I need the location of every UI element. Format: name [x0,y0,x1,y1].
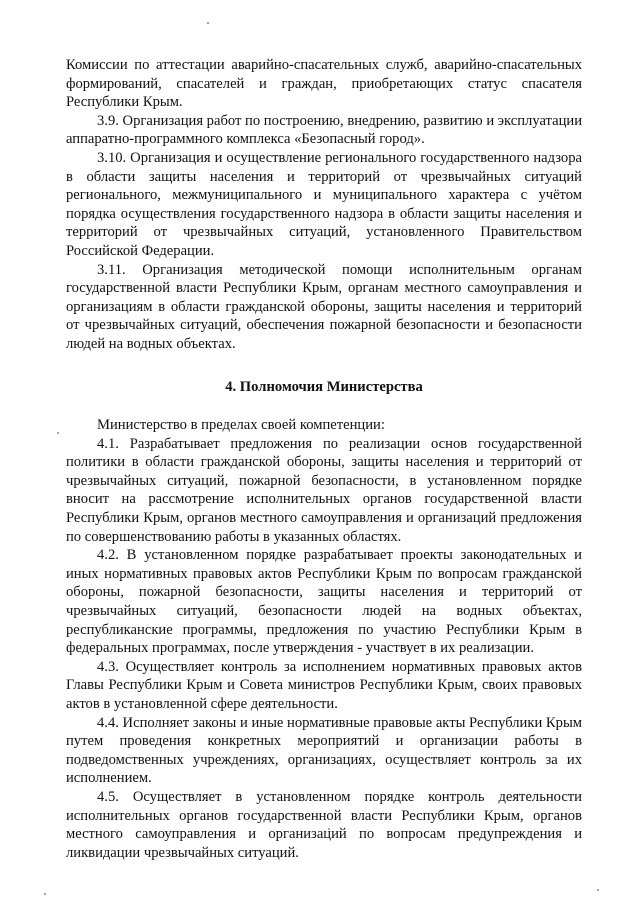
paragraph-4-5: 4.5. Осуществляет в установленном порядке контроль деятельности исполнительных органов государственной власти Республики Крым, органов местного самоуправления и организаций по вопросам предупреждения и ликвидации чрезвычайных ситуаций. [66,788,582,861]
paragraph-3-9: 3.9. Организация работ по построению, внедрению, развитию и эксплуатации аппаратно-программного комплекса «Безопасный город». [66,112,583,148]
section-heading: 4. Полномочия Министерства [225,378,423,395]
scan-speck [44,893,46,895]
paragraph-commission-continuation: Комиссии по аттестации аварийно-спасательных служб, аварийно-спасательных формирований, спасателей и граждан, приобретающих статус спасателя Республики Крым. [66,57,582,111]
paragraph-4-2: 4.2. В установленном порядке разрабатывает проекты законодательных и иных нормативных правовых актов Республики Крым по вопросам гражданской обороны, пожарной безопасности, защиты населения и территорий от чрезвычайных ситуаций, безопасности людей на водных объектах, республиканские программы, предложения по участию Республики Крым в федеральных программах, после утверждения - участвует в их реализации. [66,547,582,657]
document-page [66,56,582,862]
paragraph-intro: Министерство в пределах своей компетенции: [97,417,385,434]
paragraph-4-4: 4.4. Исполняет законы и иные нормативные правовые акты Республики Крым путем проведения конкретных мероприятий и организации работы в подведомственных учреждениях, организациях, осуществляет контроль за их исполнением. [66,714,582,787]
paragraph-3-10: 3.10. Организация и осуществление регионального государственного надзора в области защиты населения и территорий от чрезвычайных ситуаций регионального, межмуниципального и муниципального характера с учётом порядка осуществления государственного надзора в области защиты населения и территорий от чрезвычайных ситуаций, установленного Правительством Российской Федерации. [66,149,582,259]
scan-speck [57,432,59,434]
scan-speck [597,889,599,891]
paragraph-3-11: 3.11. Организация методической помощи исполнительным органам государственной власти Республики Крым, органам местного самоуправления и организациям в области гражданской обороны, защиты населения и территорий от чрезвычайных ситуаций, обеспечения пожарной безопасности и безопасности людей на водных объектах. [66,261,582,352]
paragraph-4-1: 4.1. Разрабатывает предложения по реализации основ государственной политики в области гражданской обороны, защиты населения и территорий от чрезвычайных ситуаций, пожарной безопасности, в установленном порядке вносит на рассмотрение исполнительных органов государственной власти Республики Крым, органов местного самоуправления и организаций предложения по совершенствованию работы в указанных областях. [66,435,582,545]
paragraph-4-3: 4.3. Осуществляет контроль за исполнением нормативных правовых актов Главы Республики Крым и Совета министров Республики Крым, своих правовых актов в установленной сфере деятельности. [66,658,582,712]
scan-speck [207,22,209,24]
